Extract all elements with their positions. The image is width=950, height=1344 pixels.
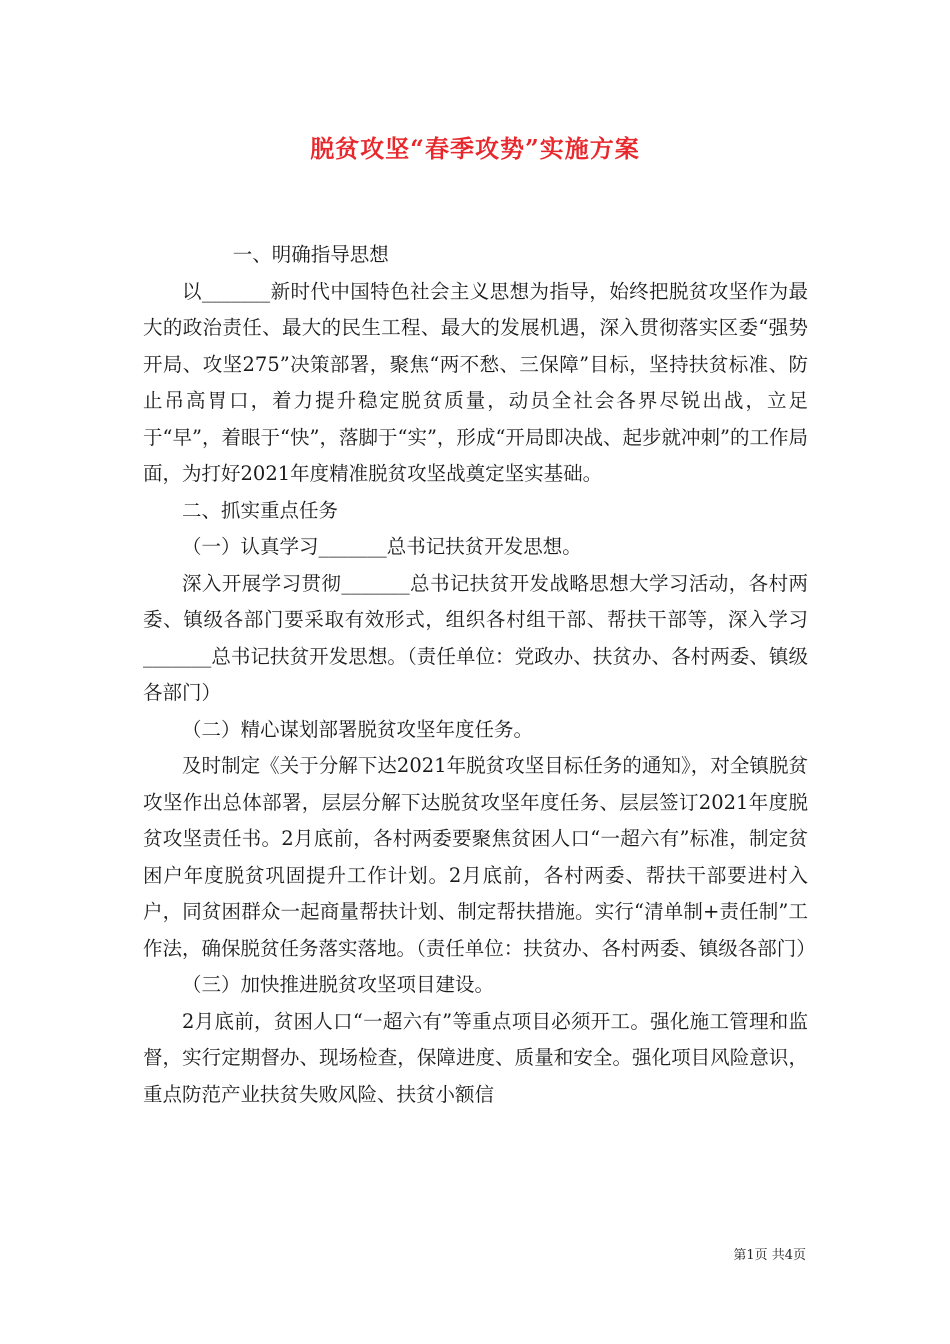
paragraph-annual-tasks: 及时制定《关于分解下达2021年脱贫攻坚目标任务的通知》，对全镇脱贫攻坚作出总体部署，层层分解下达脱贫攻坚年度任务、层层签订2021年度脱贫攻坚责任书。2月底前，各村两委要聚焦贫困人口“一超六有”标准，制定贫困户年度脱贫巩固提升工作计划。2月底前，各村两委、帮扶干部要进村入户，同贫困群众一起商量帮扶计划、制定帮扶措施。实行“清单制+责任制”工作法，确保脱贫任务落实落地。（责任单位：扶贫办、各村两委、镇级各部门） [143,754,816,960]
section-heading-2: 二、抓实重点任务 [182,498,339,522]
paragraph-projects: 2月底前，贫困人口“一超六有”等重点项目必须开工。强化施工管理和监督，实行定期督办、现场检查，保障进度、质量和安全。强化项目风险意识，重点防范产业扶贫失败风险、扶贫小额信 [143,1009,808,1106]
subheading-1: （一）认真学习_______总书记扶贫开发思想。 [182,535,582,558]
page-number: 第1页 共4页 [733,1248,806,1263]
paragraph-study: 深入开展学习贯彻_______总书记扶贫开发战略思想大学习活动，各村两委、镇级各部门要采取有效形式，组织各村组干部、帮扶干部等，深入学习_______总书记扶贫开发思想。（责任单位：党政办、扶贫办、各村两委、镇级各部门） [143,571,808,704]
subheading-2: （二）精心谋划部署脱贫攻坚年度任务。 [182,717,534,741]
document-title: 脱贫攻坚“春季攻势”实施方案 [310,134,640,163]
document-body [143,237,816,1113]
section-heading-1: 一、明确指导思想 [232,243,389,266]
subheading-3: （三）加快推进脱贫攻坚项目建设。 [182,973,495,996]
paragraph-guiding-thought: 以_______新时代中国特色社会主义思想为指导，始终把脱贫攻坚作为最大的政治责任、最大的民生工程、最大的发展机遇，深入贯彻落实区委“强势开局、攻坚275”决策部署，聚焦“两不愁、三保障”目标，坚持扶贫标准、防止吊高胃口，着力提升稳定脱贫质量，动员全社会各界尽锐出战，立足于“早”，着眼于“快”，落脚于“实”，形成“开局即决战、起步就冲刺”的工作局面，为打好2021年度精准脱贫攻坚战奠定坚实基础。 [143,279,808,485]
